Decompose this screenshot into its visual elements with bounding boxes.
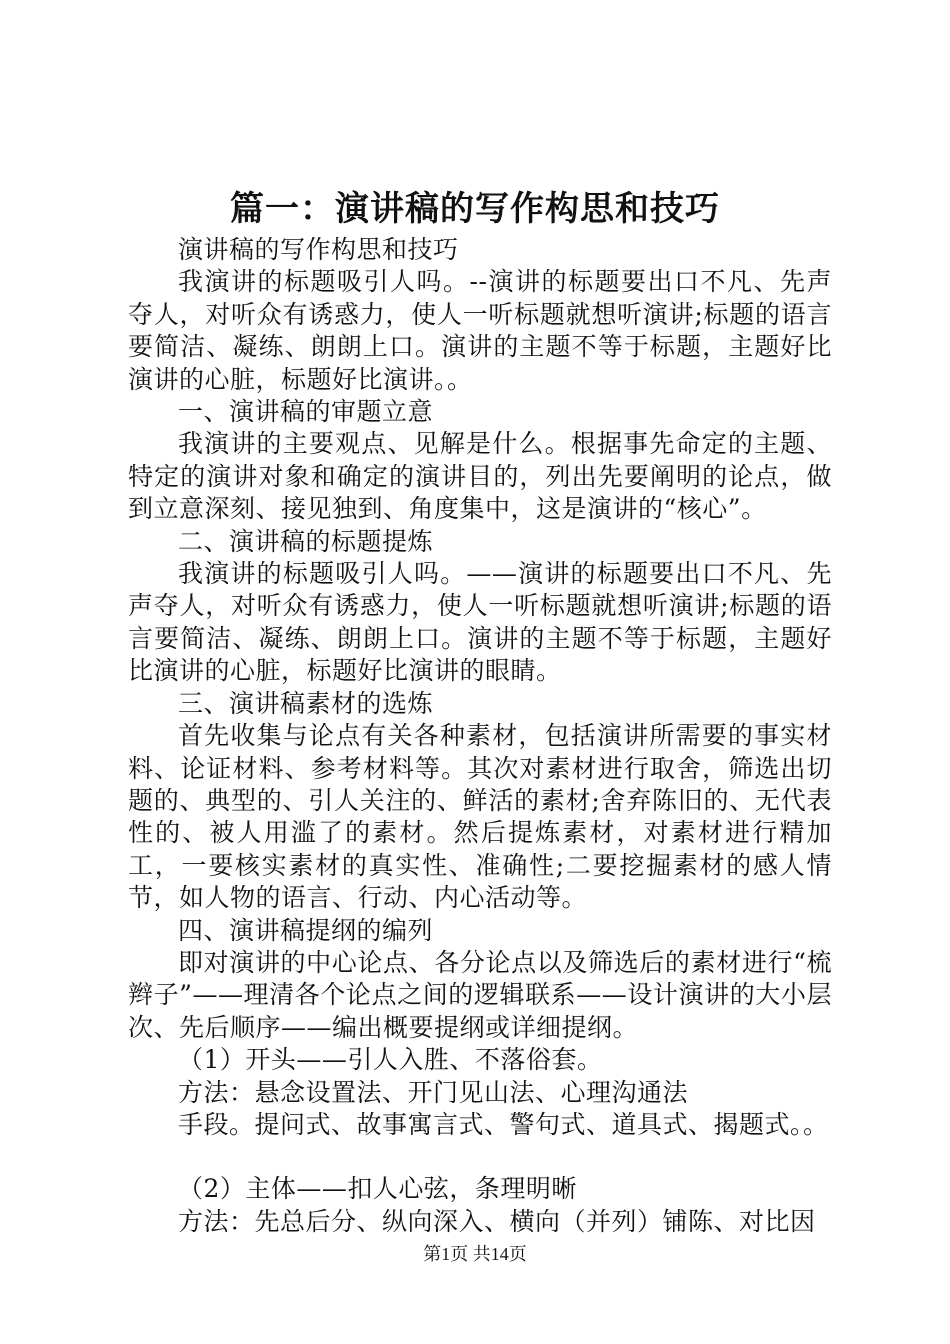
- section-heading-3: 三、演讲稿素材的选炼: [178, 688, 434, 718]
- paragraph-intro: 我演讲的标题吸引人吗。--演讲的标题要出口不凡、先声夺人，对听众有诱惑力，使人一听标题就想听演讲;标题的语言要简洁、凝练、朗朗上口。演讲的主题不等于标题，主题好比演讲的心脏，标题好比演讲。。: [128, 267, 832, 394]
- opening-means: 手段。提问式、故事寓言式、警句式、道具式、揭题式。。: [178, 1109, 829, 1139]
- paragraph-section-4: 即对演讲的中心论点、各分论点以及筛选后的素材进行“梳辫子”——理清各个论点之间的逻辑联系——设计演讲的大小层次、先后顺序——编出概要提纲或详细提纲。: [128, 947, 832, 1042]
- paragraph-section-1: 我演讲的主要观点、见解是什么。根据事先命定的主题、特定的演讲对象和确定的演讲目的，列出先要阐明的论点，做到立意深刻、接见独到、角度集中，这是演讲的“核心”。: [128, 429, 832, 524]
- document-body: [128, 234, 832, 1238]
- outline-item-body: （2）主体——扣人心弦，条理明晰: [178, 1174, 577, 1204]
- section-heading-1: 一、演讲稿的审题立意: [178, 397, 434, 427]
- section-heading-2: 二、演讲稿的标题提炼: [178, 526, 434, 556]
- paragraph-section-2: 我演讲的标题吸引人吗。——演讲的标题要出口不凡、先声夺人，对听众有诱惑力，使人一听标题就想听演讲;标题的语言要简洁、凝练、朗朗上口。演讲的主题不等于标题，主题好比演讲的心脏，标题好比演讲的眼睛。: [128, 559, 832, 686]
- outline-item-opening: （1）开头——引人入胜、不落俗套。: [178, 1045, 603, 1075]
- body-methods: 方法：先总后分、纵向深入、横向（并列）铺陈、对比因: [178, 1206, 816, 1236]
- document-title: 篇一：演讲稿的写作构思和技巧: [230, 189, 720, 229]
- opening-methods: 方法：悬念设置法、开门见山法、心理沟通法: [178, 1077, 689, 1107]
- page-number: 第1页 共14页: [423, 1244, 527, 1264]
- paragraph-subtitle: 演讲稿的写作构思和技巧: [178, 235, 459, 264]
- paragraph-section-3: 首先收集与论点有关各种素材，包括演讲所需要的事实材料、论证材料、参考材料等。其次对素材进行取舍，筛选出切题的、典型的、引人关注的、鲜活的素材;舍弃陈旧的、无代表性的、被人用滥了的素材。然后提炼素材，对素材进行精加工，一要核实素材的真实性、准确性;二要挖掘素材的感人情节，如人物的语言、行动、内心活动等。: [128, 721, 832, 913]
- section-heading-4: 四、演讲稿提纲的编列: [178, 915, 434, 945]
